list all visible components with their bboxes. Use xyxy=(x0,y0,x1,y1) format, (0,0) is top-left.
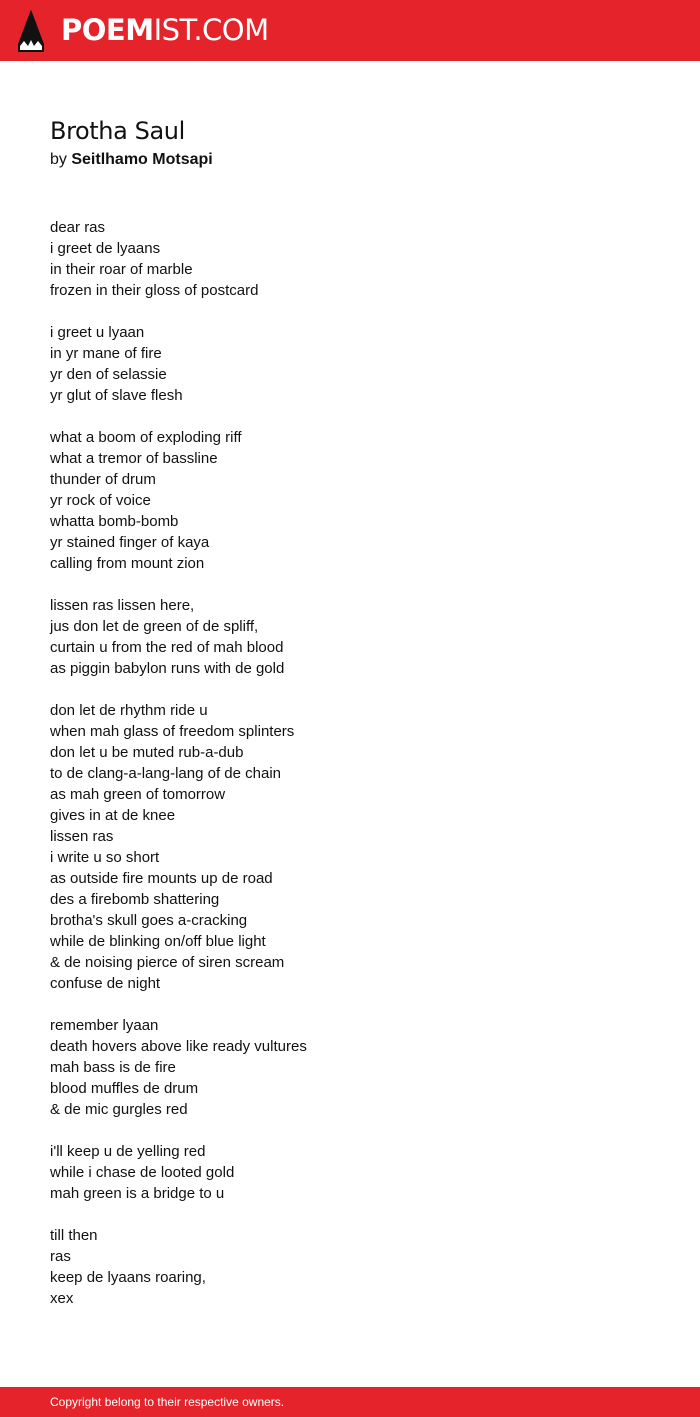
poem-line: to de clang-a-lang-lang of de chain xyxy=(50,765,281,782)
poem-line: thunder of drum xyxy=(50,471,156,488)
poem-line: death hovers above like ready vultures xyxy=(50,1038,307,1055)
poem-line: & de noising pierce of siren scream xyxy=(50,954,285,971)
poem-line: as outside fire mounts up de road xyxy=(50,870,273,887)
poem-line: gives in at de knee xyxy=(50,807,176,824)
poem-line: jus don let de green of de spliff, xyxy=(50,618,259,635)
poem-stanza xyxy=(50,700,650,994)
poem-line: blood muffles de drum xyxy=(50,1080,199,1097)
poem-line: lissen ras lissen here, xyxy=(50,597,195,614)
poem-line: while de blinking on/off blue light xyxy=(50,933,266,950)
pencil-tip-icon xyxy=(17,10,45,52)
poem-title: Brotha Saul xyxy=(50,117,185,145)
poem-line: des a firebomb shattering xyxy=(50,891,220,908)
poem-stanza xyxy=(50,1225,650,1309)
poem-line: keep de lyaans roaring, xyxy=(50,1269,206,1286)
poem-line: i'll keep u de yelling red xyxy=(50,1143,206,1160)
site-footer xyxy=(0,1387,700,1417)
poem-line: in yr mane of fire xyxy=(50,345,162,362)
copyright-text: Copyright belong to their respective owners. xyxy=(50,1395,285,1409)
poem-line: frozen in their gloss of postcard xyxy=(50,282,259,299)
poem-stanza xyxy=(50,217,650,301)
poem-line: yr den of selassie xyxy=(50,366,167,383)
by-label: by xyxy=(50,151,67,168)
poem-content xyxy=(50,112,650,1330)
poem-stanza xyxy=(50,427,650,574)
poem-line: i greet u lyaan xyxy=(50,324,145,341)
poem-line: confuse de night xyxy=(50,975,161,992)
poem-line: brotha's skull goes a-cracking xyxy=(50,912,248,929)
site-logo-link[interactable] xyxy=(17,0,269,61)
poem-line: curtain u from the red of mah blood xyxy=(50,639,284,656)
poem-line: in their roar of marble xyxy=(50,261,193,278)
site-brand xyxy=(61,0,269,61)
poem-line: as piggin babylon runs with de gold xyxy=(50,660,285,677)
poem-line: calling from mount zion xyxy=(50,555,205,572)
site-header xyxy=(0,0,700,61)
poem-line: when mah glass of freedom splinters xyxy=(50,723,295,740)
poem-line: mah bass is de fire xyxy=(50,1059,176,1076)
poem-body xyxy=(50,217,650,1309)
poem-line: whatta bomb-bomb xyxy=(50,513,179,530)
poem-stanza xyxy=(50,1015,650,1120)
poem-line: ras xyxy=(50,1248,71,1265)
brand-bold: POEM xyxy=(61,13,154,47)
poem-line: yr glut of slave flesh xyxy=(50,387,183,404)
poem-line: i write u so short xyxy=(50,849,160,866)
poem-line: don let u be muted rub-a-dub xyxy=(50,744,244,761)
poem-stanza xyxy=(50,1141,650,1204)
poem-line: what a tremor of bassline xyxy=(50,450,218,467)
poem-line: remember lyaan xyxy=(50,1017,159,1034)
poem-line: while i chase de looted gold xyxy=(50,1164,235,1181)
poem-line: as mah green of tomorrow xyxy=(50,786,226,803)
poem-line: & de mic gurgles red xyxy=(50,1101,188,1118)
poem-line: xex xyxy=(50,1290,74,1307)
brand-light: IST.COM xyxy=(153,13,269,47)
author-link[interactable]: Seitlhamo Motsapi xyxy=(71,151,213,168)
poem-stanza xyxy=(50,322,650,406)
poem-line: yr stained finger of kaya xyxy=(50,534,210,551)
poem-stanza xyxy=(50,595,650,679)
poem-line: i greet de lyaans xyxy=(50,240,161,257)
poem-line: mah green is a bridge to u xyxy=(50,1185,225,1202)
poem-line: lissen ras xyxy=(50,828,114,845)
poem-line: yr rock of voice xyxy=(50,492,151,509)
poem-line: what a boom of exploding riff xyxy=(50,429,242,446)
poem-line: till then xyxy=(50,1227,98,1244)
byline xyxy=(50,148,650,172)
poem-line: don let de rhythm ride u xyxy=(50,702,208,719)
poem-line: dear ras xyxy=(50,219,106,236)
